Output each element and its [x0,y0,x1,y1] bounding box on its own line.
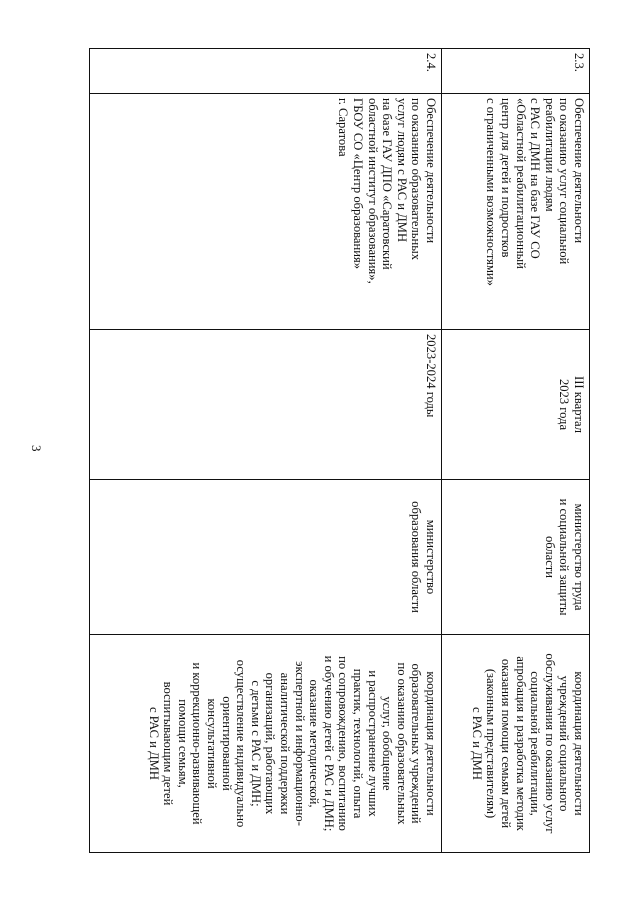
deadline-line: 2023-2024 годы [424,334,438,418]
expected-result-line: учреждений социального [557,675,572,812]
page-number: 3 [29,445,44,452]
expected-result-line: координация деятельности [572,671,586,816]
expected-result-line: аналитической поддержки [278,672,293,815]
activity-name-line: по оказанию образовательных [409,98,424,261]
plan-table [89,48,590,853]
expected-result-line: и обучению детей с РАС и ДМН; [321,655,336,832]
expected-result-cell [442,635,590,853]
item-number-cell [90,49,442,94]
activity-name-line: на базе ГАУ ДПО «Саратовский [380,98,395,270]
expected-result-line: обслуживания по оказанию услуг [542,653,557,834]
item-number: 2.3. [572,53,586,72]
deadline-cell [90,330,442,480]
expected-result-line: услуг, обобщение [380,696,395,791]
expected-result-cell [90,635,442,853]
activity-name-line: реабилитации людям [542,98,557,212]
expected-result-line: апробация и разработка методик [513,656,528,831]
expected-result-line: осуществление индивидуально [234,659,249,828]
responsible-cell [90,480,442,635]
responsible-line: образования области [409,501,424,613]
responsible-line: министерство [424,519,438,595]
expected-result-line: координация деятельности [424,671,438,816]
activity-name-line: Обеспечение деятельности [424,98,438,244]
responsible-cell [442,480,590,635]
table-row [442,49,590,853]
expected-result-line: по оказанию образовательных [394,662,409,825]
activity-name-line: «Областной реабилитационный [513,98,528,269]
expected-result-line: организаций, работающих [263,672,278,815]
activity-name-line: г. Саратова [336,98,351,157]
expected-result-line: социальной реабилитации, [528,671,543,816]
activity-name-line: услуг людям с РАС и ДМН [394,98,409,243]
item-number-cell [442,49,590,94]
expected-result-line: оказание методической, [307,679,322,808]
expected-result-line: и распространение лучших [365,670,380,817]
activity-name-cell [442,94,590,330]
expected-result-line: (законным представителям) [484,668,499,819]
deadline-cell [442,330,590,480]
expected-result-line: экспертной и информационно- [292,661,307,826]
activity-name-line: центр для детей и подростков [499,98,514,258]
item-number: 2.4. [424,53,438,72]
expected-result-line: с детьми с РАС и ДМН; [248,680,263,807]
activity-name-line: областной институт образования», [365,98,380,284]
activity-name-cell [90,94,442,330]
deadline-line: III квартал [572,376,586,433]
expected-result-line: воспитывающим детей [161,681,176,806]
responsible-line: министерство труда [572,503,586,611]
table-row [90,49,442,853]
expected-result-line: оказания помощи семьям детей [499,658,514,829]
expected-result-line: по сопровождению, воспитанию [336,656,351,831]
expected-result-line: консультативной [205,698,220,789]
expected-result-line: практик, технологий, опыта [351,668,366,819]
expected-result-line: ориентированной [219,696,234,791]
activity-name-line: Обеспечение деятельности [572,98,586,244]
activity-name-line: по оказанию услуг социальной [557,98,572,265]
activity-name-line: с ограниченными возможностями» [484,98,499,286]
responsible-line: и социальной защиты [557,498,572,616]
activity-name-line: ГБОУ СО «Центр образования» [351,98,366,270]
expected-result-line: и коррекционно-развивающей [190,662,205,825]
expected-result-line: помощи семьям, [175,699,190,788]
responsible-line: области [542,535,557,579]
deadline-line: 2023 года [557,378,572,431]
expected-result-line: образовательных учреждений [409,663,424,824]
expected-result-line: с РАС и ДМН [146,707,161,780]
document-table-container [90,48,590,852]
expected-result-line: с РАС и ДМН [469,707,484,780]
activity-name-line: с РАС и ДМН на базе ГАУ СО [528,98,543,259]
